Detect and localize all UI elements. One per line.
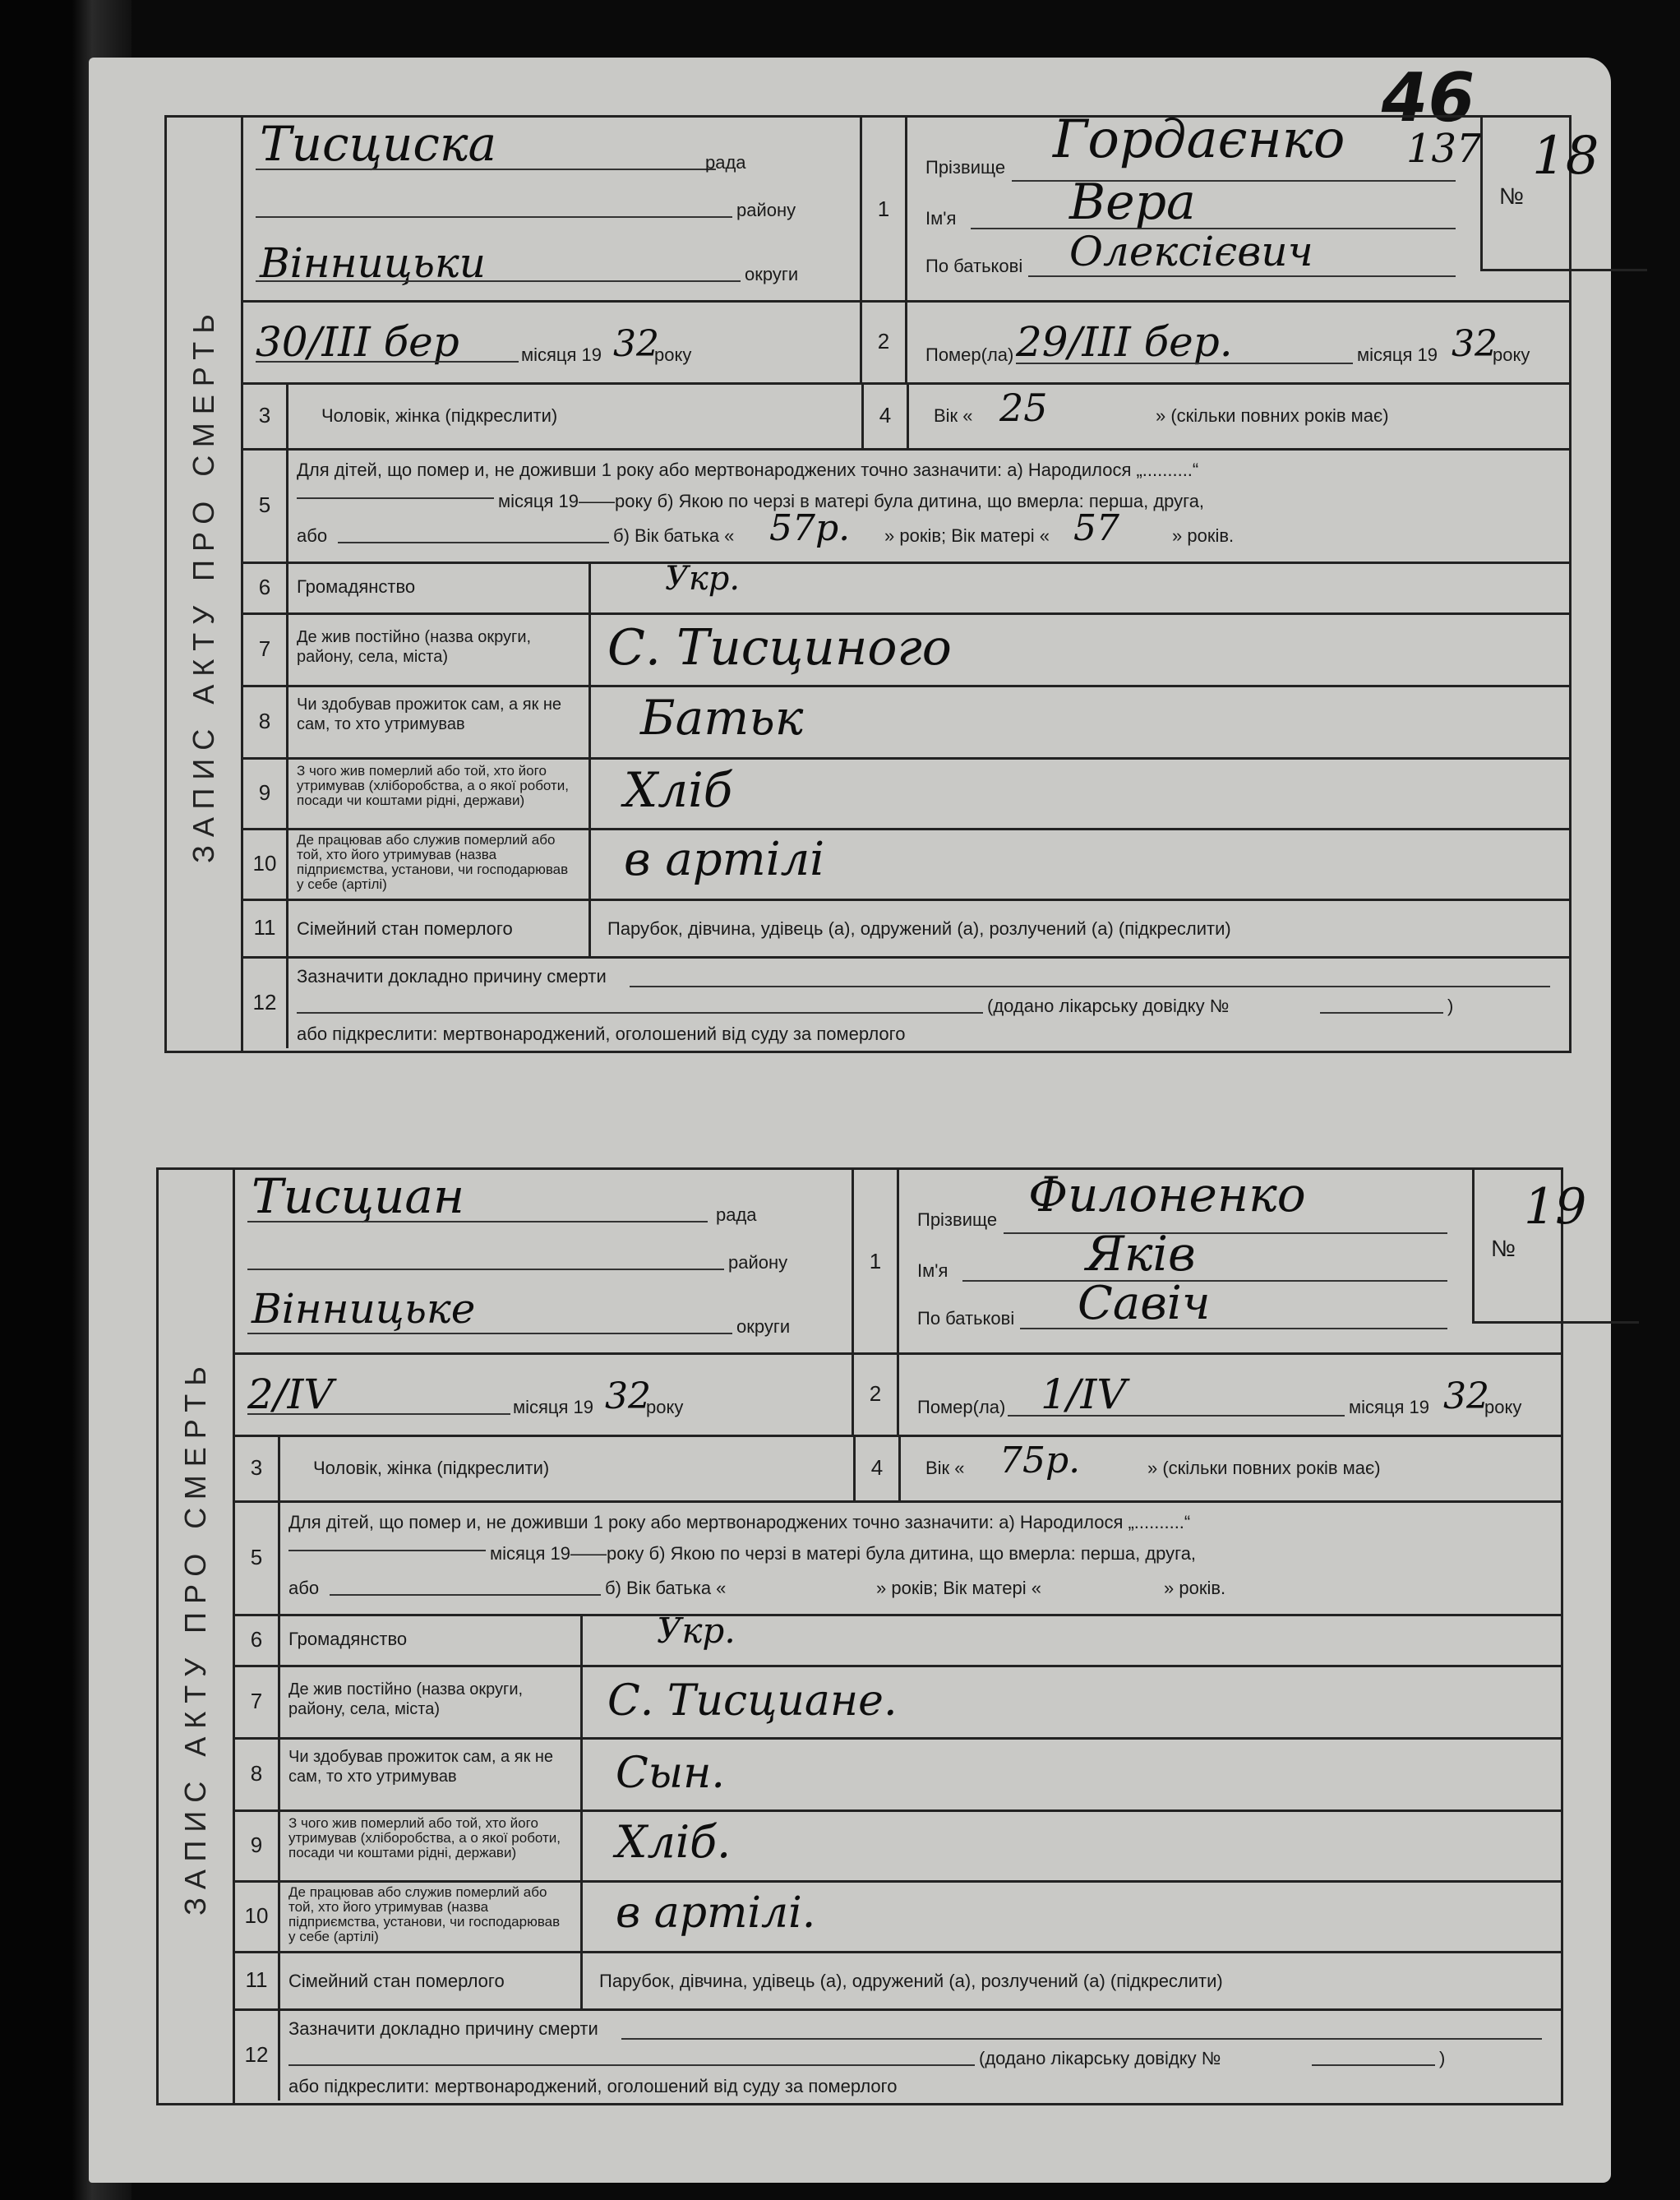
age-value: 25: [999, 386, 1048, 430]
children-row: 5 Для дітей, що помер и, не доживши 1 року або мертвонароджених точно зазначити: а) Народилося „..........“ місяця 19——року б) Якою по черзі в матері була дитина, що вмерла: перша, друга, або б) Вік батька « 57р. » років; Вік матері « 57 » років.: [243, 448, 1569, 564]
workplace-value: в артілі: [624, 833, 825, 886]
name-value: Вера: [1069, 173, 1196, 231]
reg-date-value: 30/III бер: [256, 318, 459, 366]
reg-date-value: 2/IV: [247, 1370, 334, 1418]
header-row-1: Тисциан рада району Вінницьке округи 1 Прізвище Филоненко Ім'я Яків По батькові Савіч № 19: [235, 1170, 1561, 1355]
mother-age-value: 57: [1073, 507, 1119, 549]
livelihood-row: 8 Чи здобував прожиток сам, а як не сам, то хто утримував Батьк: [243, 685, 1569, 760]
death-date-value: 29/III бер.: [1016, 318, 1233, 366]
livelihood-row: 8 Чи здобував прожиток сам, а як не сам, то хто утримував Сын.: [235, 1737, 1561, 1812]
citizenship-row: 6 Громадянство Укр.: [235, 1614, 1561, 1667]
rada-value: Тисциска: [260, 116, 497, 172]
cause-row: 12 Зазначити докладно причину смерти (додано лікарську довідку № ) або підкреслити: мертвонароджений, оголошений від суду за померлого: [243, 956, 1569, 1048]
income-row: 9 З чого жив померлий або той, хто його утримував (хліборобства, а о якої роботи, посади чи коштами рідні, держави) Хліб: [243, 757, 1569, 830]
surname-note: 137: [1406, 126, 1482, 172]
rada-value: Тисциан: [252, 1168, 465, 1224]
citizenship-value: Укр.: [665, 560, 741, 598]
citizenship-row: 6 Громадянство Укр.: [243, 562, 1569, 615]
patronymic-value: Олексієвич: [1069, 228, 1313, 275]
livelihood-value: Батьк: [640, 690, 804, 746]
surname-value: Филоненко: [1028, 1167, 1306, 1222]
death-record-1: [164, 109, 1599, 1053]
livelihood-value: Сын.: [616, 1749, 725, 1798]
marital-row: 11 Сімейний стан померлого Парубок, дівчина, удівець (а), одружений (а), розлучений (а) (підкреслити): [243, 899, 1569, 959]
header-row-2: 30/III бер місяця 19 32 року 2 Помер(ла) 29/III бер. місяця 19 32 року: [243, 300, 1569, 385]
father-age-value: 57р.: [769, 507, 851, 549]
side-title: ЗАПИС АКТУ ПРО СМЕРТЬ: [159, 1170, 235, 2103]
children-row: 5 Для дітей, що помер и, не доживши 1 року або мертвонароджених точно зазначити: а) Народилося „..........“ місяця 19——року б) Якою по черзі в матері була дитина, що вмерла: перша, друга, або б) Вік батька « » років; Вік матері « » років.: [235, 1500, 1561, 1616]
marital-row: 11 Сімейний стан померлого Парубок, дівчина, удівець (а), одружений (а), розлучений (а) (підкреслити): [235, 1951, 1561, 2011]
residence-row: 7 Де жив постійно (назва округи, району, села, міста) С. Тисциане.: [235, 1665, 1561, 1740]
okruhy-value: Вінницьки: [260, 239, 486, 287]
record-number: 18: [1532, 126, 1599, 187]
reg-year-value: 32: [605, 1375, 651, 1417]
sex-age-row: 3 Чоловік, жінка (підкреслити) 4 Вік « 25 » (скільки повних років має): [243, 382, 1569, 451]
okruhy-value: Вінницьке: [252, 1285, 476, 1333]
reg-year-value: 32: [613, 323, 659, 365]
cause-row: 12 Зазначити докладно причину смерти (додано лікарську довідку № ) або підкреслити: мертвонароджений, оголошений від суду за померлого: [235, 2008, 1561, 2101]
death-year-value: 32: [1443, 1375, 1489, 1417]
death-date-value: 1/IV: [1041, 1370, 1127, 1418]
income-value: Хліб: [624, 762, 733, 818]
workplace-value: в артілі.: [616, 1888, 816, 1938]
income-value: Хліб.: [616, 1816, 732, 1868]
age-value: 75р.: [999, 1440, 1081, 1481]
patronymic-value: Савіч: [1078, 1277, 1211, 1330]
page-number: 46: [1373, 59, 1482, 137]
name-value: Яків: [1086, 1226, 1196, 1282]
sex-age-row: 3 Чоловік, жінка (підкреслити) 4 Вік « 75р. » (скільки повних років має): [235, 1435, 1561, 1503]
header-row-2: 2/IV місяця 19 32 року 2 Помер(ла) 1/IV місяця 19 32 року: [235, 1352, 1561, 1437]
death-record-2: [156, 1167, 1587, 2105]
workplace-row: 10 Де працював або служив померлий або той, хто його утримував (назва підприємства, установи, чи господарював у себе (артілі) в артілі: [243, 828, 1569, 901]
residence-value: С. Тисциане.: [607, 1676, 898, 1726]
header-row-1: Тисциска рада району Вінницьки округи 1 Прізвище Гордаєнко 137 Ім'я Вера По батькові Олексієвич № 18: [243, 118, 1569, 303]
residence-row: 7 Де жив постійно (назва округи, району, села, міста) С. Тисциного: [243, 612, 1569, 687]
side-title: ЗАПИС АКТУ ПРО СМЕРТЬ: [167, 118, 243, 1051]
record-number: 19: [1524, 1178, 1587, 1236]
income-row: 9 З чого жив померлий або той, хто його утримував (хліборобства, а о якої роботи, посади чи коштами рідні, держави) Хліб.: [235, 1809, 1561, 1883]
citizenship-value: Укр.: [657, 1611, 736, 1651]
workplace-row: 10 Де працював або служив померлий або той, хто його утримував (назва підприємства, установи, чи господарював у себе (артілі) в артілі.: [235, 1880, 1561, 1953]
residence-value: С. Тисциного: [607, 619, 952, 677]
surname-value: Гордаєнко: [1053, 109, 1345, 170]
death-year-value: 32: [1452, 323, 1498, 365]
